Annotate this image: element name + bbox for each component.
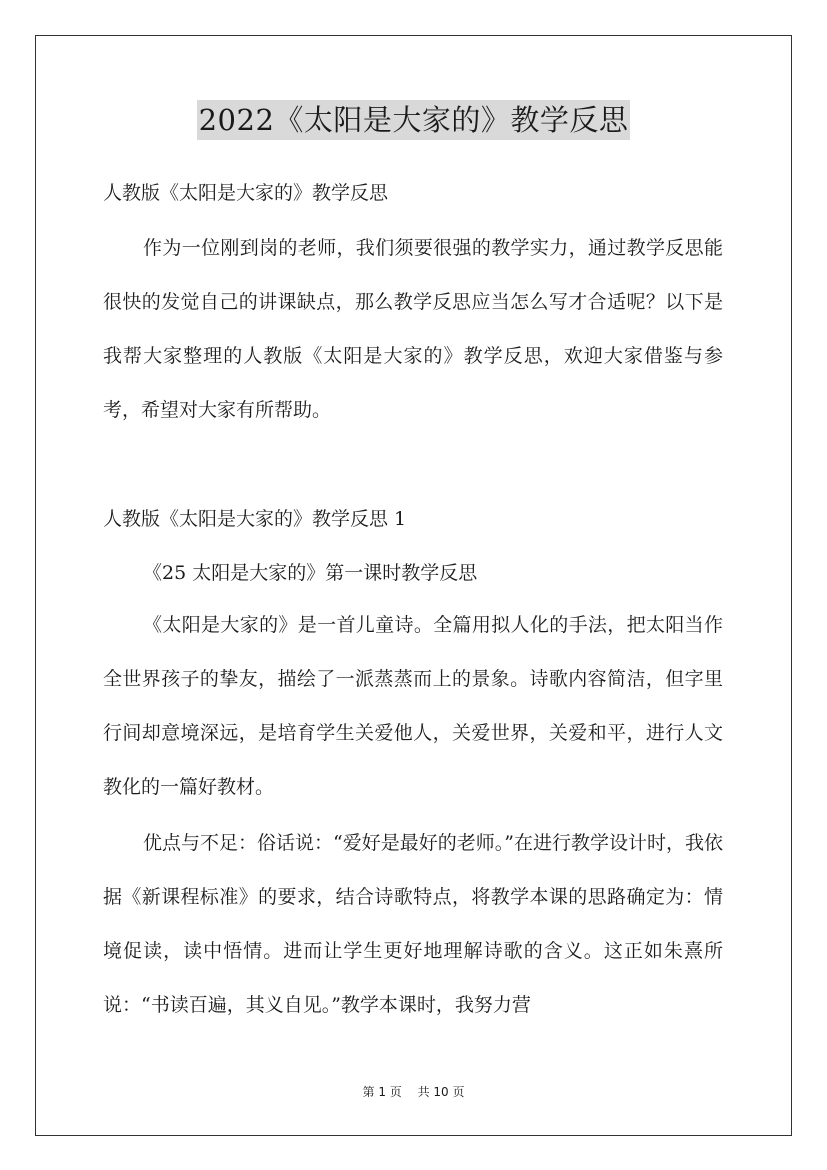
section-subheading: 《25 太阳是大家的》第一课时教学反思 — [143, 562, 478, 584]
title-wrapper — [0, 100, 827, 140]
page-total: 共 10 页 — [417, 1085, 465, 1099]
document-title: 2022《太阳是大家的》教学反思 — [197, 100, 631, 140]
section-heading: 人教版《太阳是大家的》教学反思 1 — [103, 508, 407, 530]
document-subtitle: 人教版《太阳是大家的》教学反思 — [103, 182, 389, 204]
body-paragraph-1: 《太阳是大家的》是一首儿童诗。全篇用拟人化的手法，把太阳当作全世界孩子的挚友，描绘了一派蒸蒸而上的景象。诗歌内容简洁，但字里行间却意境深远，是培育学生关爱他人，关爱世界，关爱和平，进行人文教化的一篇好教材。 — [103, 614, 723, 798]
page-footer — [0, 1083, 827, 1100]
page-number: 第 1 页 — [362, 1085, 402, 1099]
intro-paragraph: 作为一位刚到岗的老师，我们须要很强的教学实力，通过教学反思能很快的发觉自己的讲课缺点，那么教学反思应当怎么写才合适呢？以下是我帮大家整理的人教版《太阳是大家的》教学反思，欢迎大家借鉴与参考，希望对大家有所帮助。 — [103, 237, 723, 421]
body-paragraph-2: 优点与不足：俗话说：“爱好是最好的老师。”在进行教学设计时，我依据《新课程标准》的要求，结合诗歌特点，将教学本课的思路确定为：情境促读，读中悟情。进而让学生更好地理解诗歌的含义。这正如朱熹所说：“书读百遍，其义自见。”教学本课时，我努力营 — [103, 832, 723, 1016]
